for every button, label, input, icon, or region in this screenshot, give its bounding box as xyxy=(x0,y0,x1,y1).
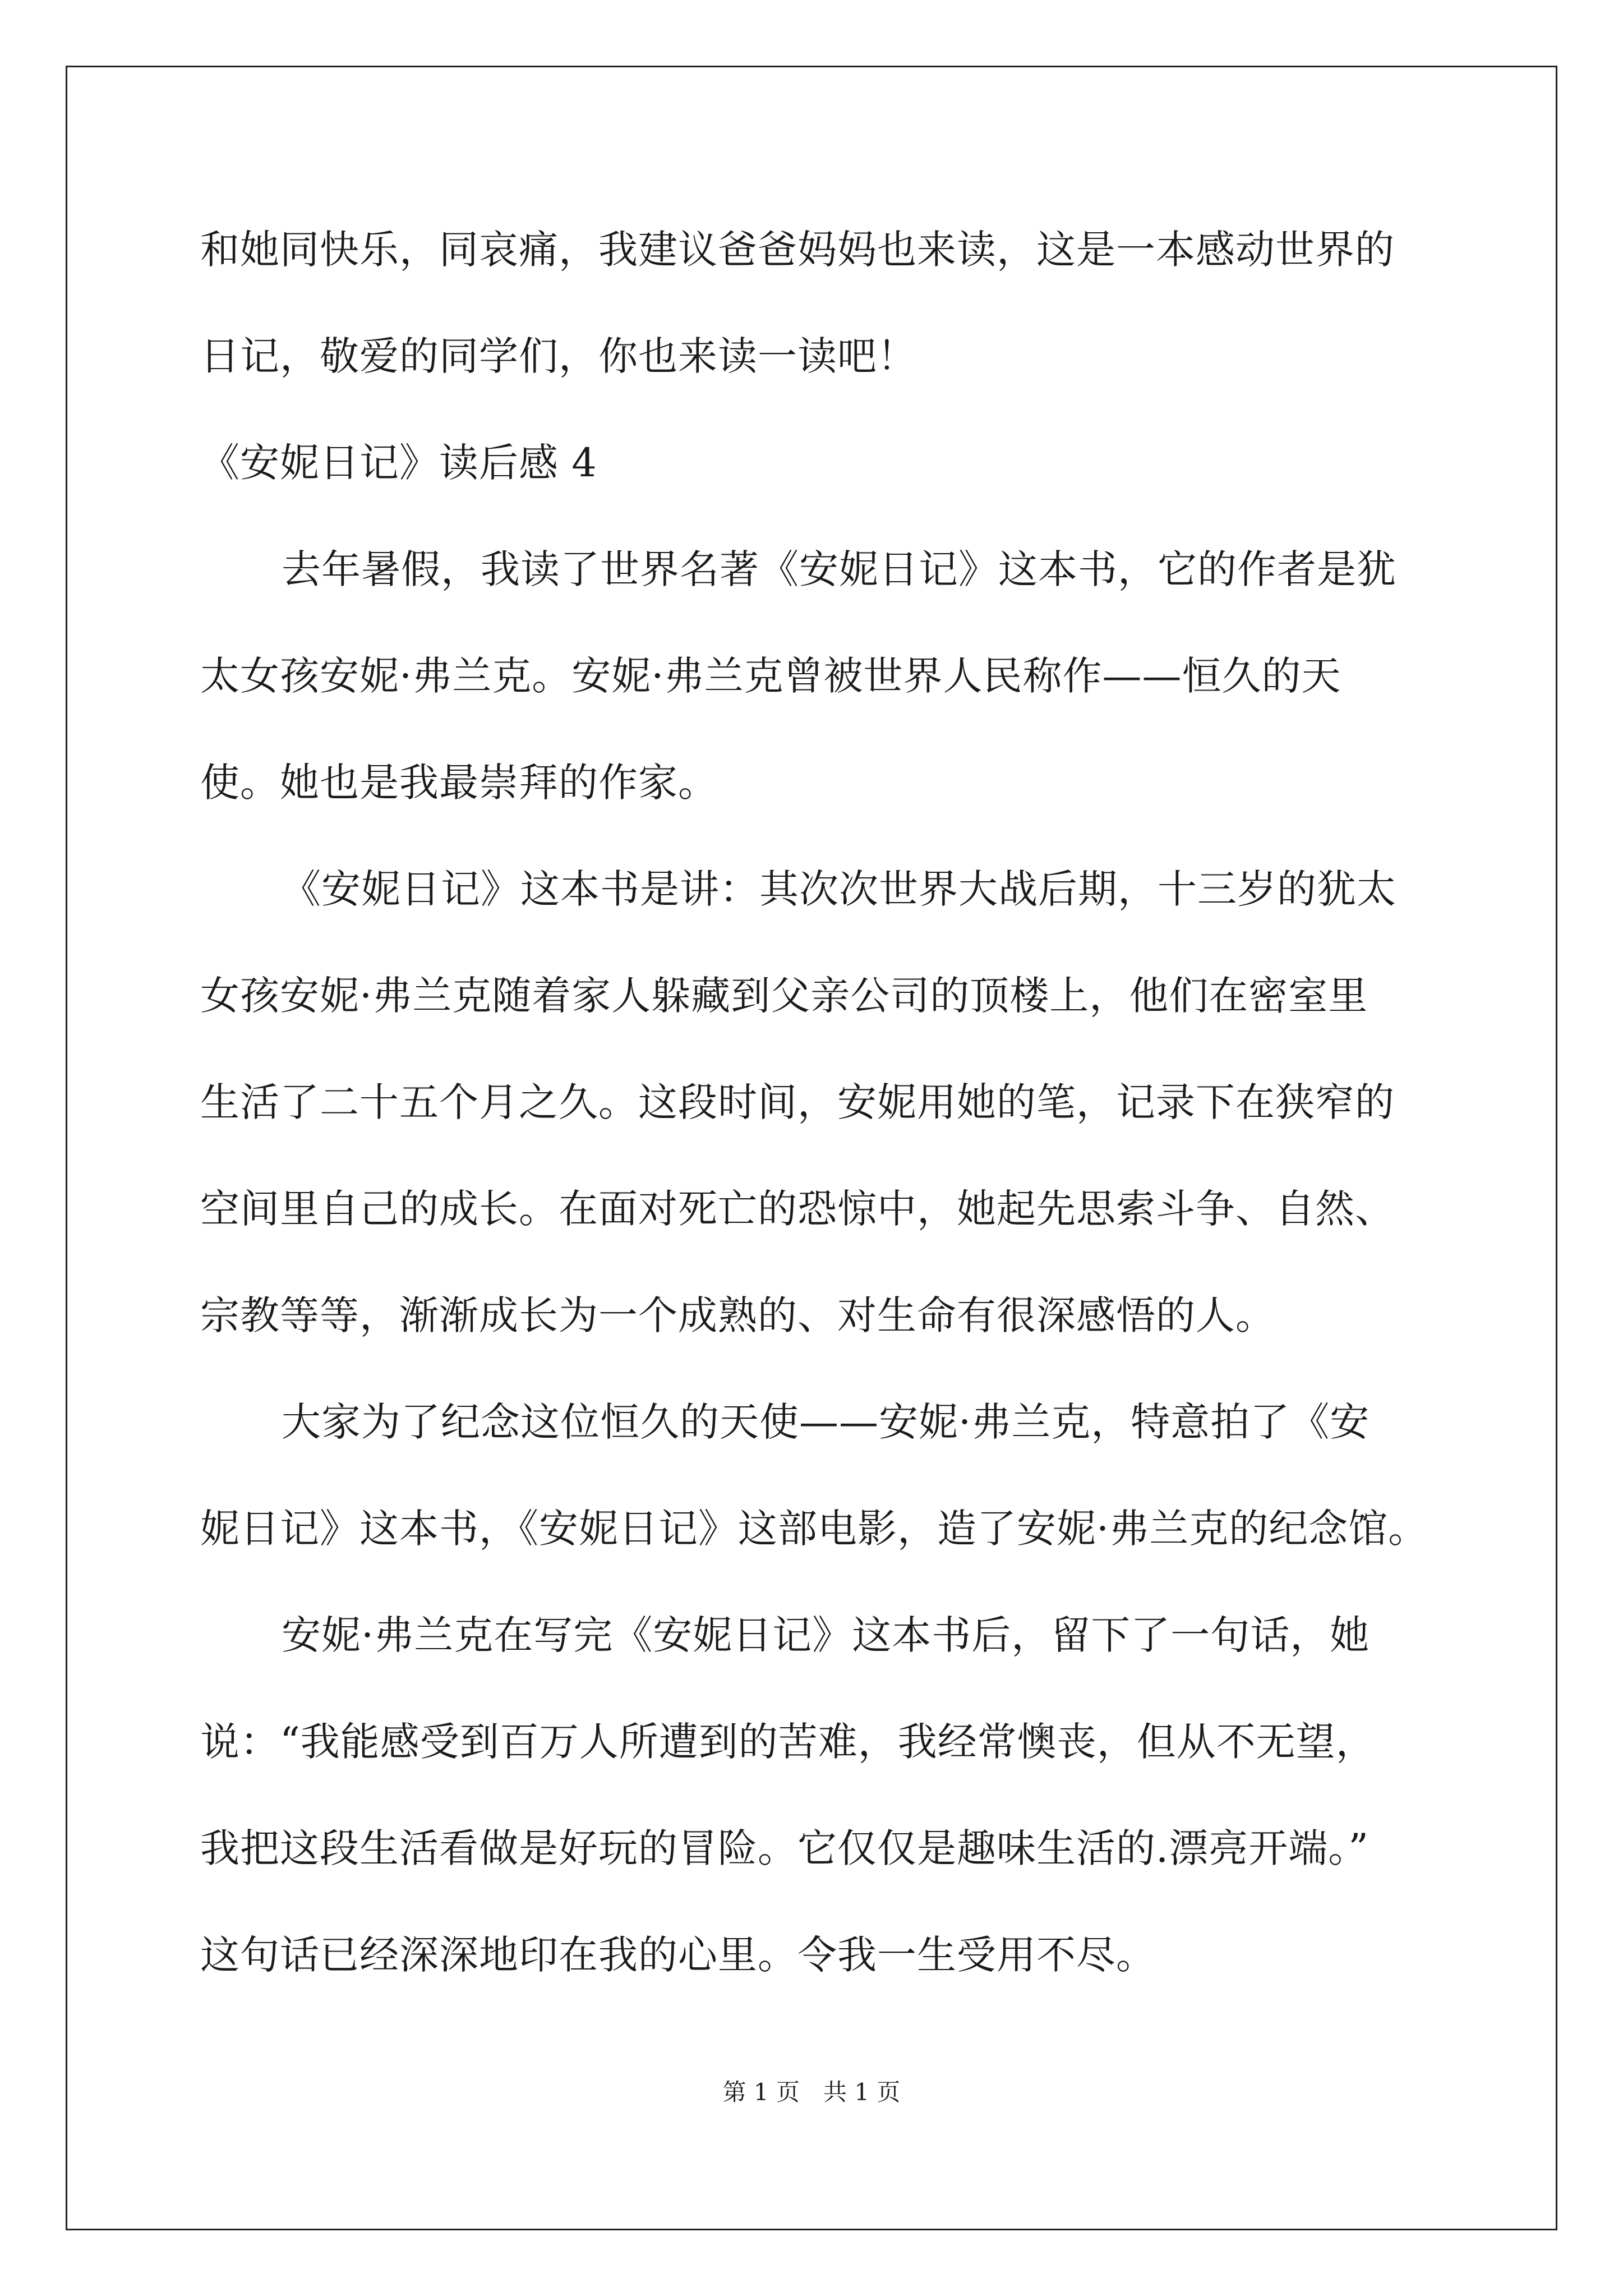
text-line: 宗教等等，渐渐成长为一个成熟的、对生命有很深感悟的人。 xyxy=(200,1292,1275,1338)
paragraph-start-line: 安妮·弗兰克在写完《安妮日记》这本书后，留下了一句话，她 xyxy=(282,1612,1370,1658)
text-line: 使。她也是我最崇拜的作家。 xyxy=(200,760,718,806)
text-line: 空间里自己的成长。在面对死亡的恐惊中，她起先思索斗争、自然、 xyxy=(200,1186,1395,1232)
text-line: 日记，敬爱的同学们，你也来读一读吧！ xyxy=(200,333,917,379)
text-line: 和她同快乐，同哀痛，我建议爸爸妈妈也来读，这是一本感动世界的 xyxy=(200,227,1395,273)
paragraph-start-line: 大家为了纪念这位恒久的天使——安妮·弗兰克，特意拍了《安 xyxy=(282,1399,1370,1445)
paragraph-start-line: 《安妮日记》这本书是讲：其次次世界大战后期，十三岁的犹太 xyxy=(282,866,1396,912)
page-footer: 第 1 页 共 1 页 xyxy=(722,2078,901,2106)
text-line: 太女孩安妮·弗兰克。安妮·弗兰克曾被世界人民称作——恒久的天 xyxy=(200,653,1341,699)
text-line: 生活了二十五个月之久。这段时间，安妮用她的笔，记录下在狭窄的 xyxy=(200,1079,1395,1125)
text-line: 说：“我能感受到百万人所遭到的苦难，我经常懊丧，但从不无望， xyxy=(200,1719,1376,1765)
paragraph-start-line: 去年暑假，我读了世界名著《安妮日记》这本书，它的作者是犹 xyxy=(282,546,1396,592)
text-line: 女孩安妮·弗兰克随着家人躲藏到父亲公司的顶楼上，他们在密室里 xyxy=(200,973,1368,1019)
section-heading: 《安妮日记》读后感 4 xyxy=(200,440,597,486)
text-line: 妮日记》这本书，《安妮日记》这部电影，造了安妮·弗兰克的纪念馆。 xyxy=(200,1506,1428,1552)
text-line: 我把这段生活看做是好玩的冒险。它仅仅是趣味生活的.漂亮开端。” xyxy=(200,1825,1370,1871)
text-line: 这句话已经深深地印在我的心里。令我一生受用不尽。 xyxy=(200,1932,1156,1978)
document-body xyxy=(200,213,1434,2025)
